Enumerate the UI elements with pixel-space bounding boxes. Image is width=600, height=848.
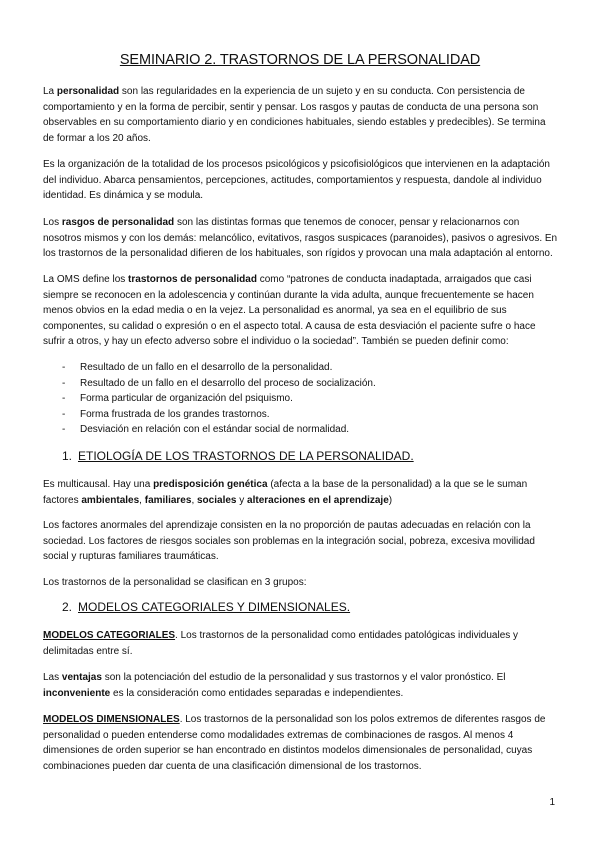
bold-term: sociales — [197, 494, 237, 506]
bold-term: ambientales — [81, 494, 140, 506]
text: Las — [43, 672, 62, 683]
text: (afecta a la base de la personalidad) a la que se le suman factores — [43, 479, 528, 506]
paragraph-etiologia — [43, 477, 559, 508]
text: ) — [388, 494, 393, 506]
dash-bullet: - — [62, 408, 66, 420]
paragraph-grupos: Los trastornos de la personalidad se clasifican en 3 grupos: — [43, 577, 307, 588]
paragraph-factores: Los factores anormales del aprendizaje consisten en la no proporción de pautas adecuadas en relación con la sociedad. Los factores de riesgos sociales son problemas en la integración social, pobreza, excesiva movilidad social y rupturas familiares traumáticas. — [43, 520, 535, 562]
paragraph-oms — [43, 272, 559, 350]
list-item — [43, 422, 559, 438]
section-number: 2. — [62, 600, 73, 614]
page-number: 1 — [549, 797, 555, 808]
text: , — [191, 494, 197, 506]
section-title: MODELOS CATEGORIALES Y DIMENSIONALES. — [78, 600, 351, 614]
text: como “patrones de conducta inadaptada, arraigados que casi siempre se reconocen en la adolescencia y continúan durante la vida adulta, aunque frecuentemente se hacen menos obvios en la edad media o en la vejez. La personalidad es anormal, ya sea en el equilibrio de sus componentes, su calidad o expresión o en el aspecto total. A causa de esta desviación el paciente sufre o hace sufrir a otros, y hay un efecto adverso sobre el individuo o la sociedad”. También se pueden definir como: — [43, 274, 536, 347]
text: Los — [43, 217, 62, 228]
text: y — [236, 494, 248, 506]
dash-bullet: - — [62, 393, 66, 404]
list-item — [43, 376, 559, 392]
dash-bullet: - — [62, 424, 66, 435]
text: es la consideración como entidades separadas e independientes. — [110, 687, 404, 699]
paragraph-personalidad — [43, 84, 559, 146]
text: La — [43, 86, 57, 97]
list-item — [43, 407, 559, 423]
definition-list — [43, 360, 559, 438]
list-item-text: Forma frustrada de los grandes trastornos. — [80, 408, 270, 420]
text: , — [139, 494, 145, 506]
list-item-text: Resultado de un fallo en el desarrollo de la personalidad. — [80, 362, 333, 373]
text: Es multicausal. Hay una — [43, 479, 154, 490]
section-title: ETIOLOGÍA DE LOS TRASTORNOS DE LA PERSONALIDAD. — [78, 449, 414, 463]
text: son la potenciación del estudio de la personalidad y sus trastornos y el valor pronóstico. El — [101, 672, 506, 683]
bold-term: trastornos de personalidad — [128, 274, 257, 285]
bold-term: rasgos de personalidad — [61, 217, 175, 228]
paragraph-organizacion: Es la organización de la totalidad de los procesos psicológicos y psicofisiológicos que intervienen en la adaptación del individuo. Abarca pensamientos, percepciones, actitudes, comportamientos y respuesta, dandole al individuo identidad. Es dinámica y se modula. — [43, 159, 550, 201]
dash-bullet: - — [62, 377, 66, 389]
text: La OMS define los — [43, 274, 129, 285]
list-item-text: Resultado de un fallo en el desarrollo del proceso de socialización. — [80, 377, 376, 389]
text: son las distintas formas que tenemos de conocer, pensar y relacionarnos con nosotros mismos y con los demás: melancólico, evitativos, rasgos suspicaces (paranoides), pasivos o agresivos. En los trastornos de la personalidad difieren de los habituales, son rígidos y provocan una mala adaptación al entorno. — [43, 217, 558, 259]
paragraph-ventajas — [43, 670, 559, 701]
bold-term: personalidad — [56, 86, 120, 97]
bold-underlined-term: MODELOS CATEGORIALES — [43, 630, 176, 641]
bold-term: familiares — [144, 494, 192, 506]
list-item-text: Desviación en relación con el estándar social de normalidad. — [80, 424, 350, 435]
dash-bullet: - — [62, 362, 66, 373]
bold-underlined-term: MODELOS DIMENSIONALES — [43, 714, 180, 725]
bold-term: alteraciones en el aprendizaje — [247, 494, 389, 506]
paragraph-modelos-categoriales — [43, 628, 559, 659]
text: . Los trastornos de la personalidad son los polos extremos de diferentes rasgos de personalidad o pueden entenderse como modalidades extremas de combinaciones de rasgos. Al menos 4 dimensiones de orden superior se han encontrado en distintos modelos dimensionales de personalidad, cuyas combinaciones pueden dar cuenta de una clasificación dimensional de los trastornos. — [43, 714, 546, 772]
list-item — [43, 391, 559, 407]
section-number: 1. — [62, 449, 73, 463]
bold-term: ventajas — [61, 672, 102, 683]
list-item-text: Forma particular de organización del psiquismo. — [80, 393, 293, 404]
paragraph-rasgos — [43, 215, 559, 262]
paragraph-modelos-dimensionales — [43, 712, 559, 774]
text: son las regularidades en la experiencia de un sujeto y en su conducta. Con persistencia de comportamiento y en la forma de percibir, sentir y pensar. Los rasgos y pautas de conducta de una persona son observables en su comportamiento diario y en condiciones habituales, siendo estables y predecibles). Se termina de formar a los 20 años. — [43, 86, 546, 144]
bold-term: predisposición genética — [153, 479, 268, 490]
document-title: SEMINARIO 2. TRASTORNOS DE LA PERSONALIDAD — [119, 52, 481, 68]
bold-term: inconveniente — [43, 687, 111, 699]
list-item — [43, 360, 559, 376]
text: . Los trastornos de la personalidad como entidades patológicas individuales y delimitadas entre sí. — [43, 630, 519, 657]
